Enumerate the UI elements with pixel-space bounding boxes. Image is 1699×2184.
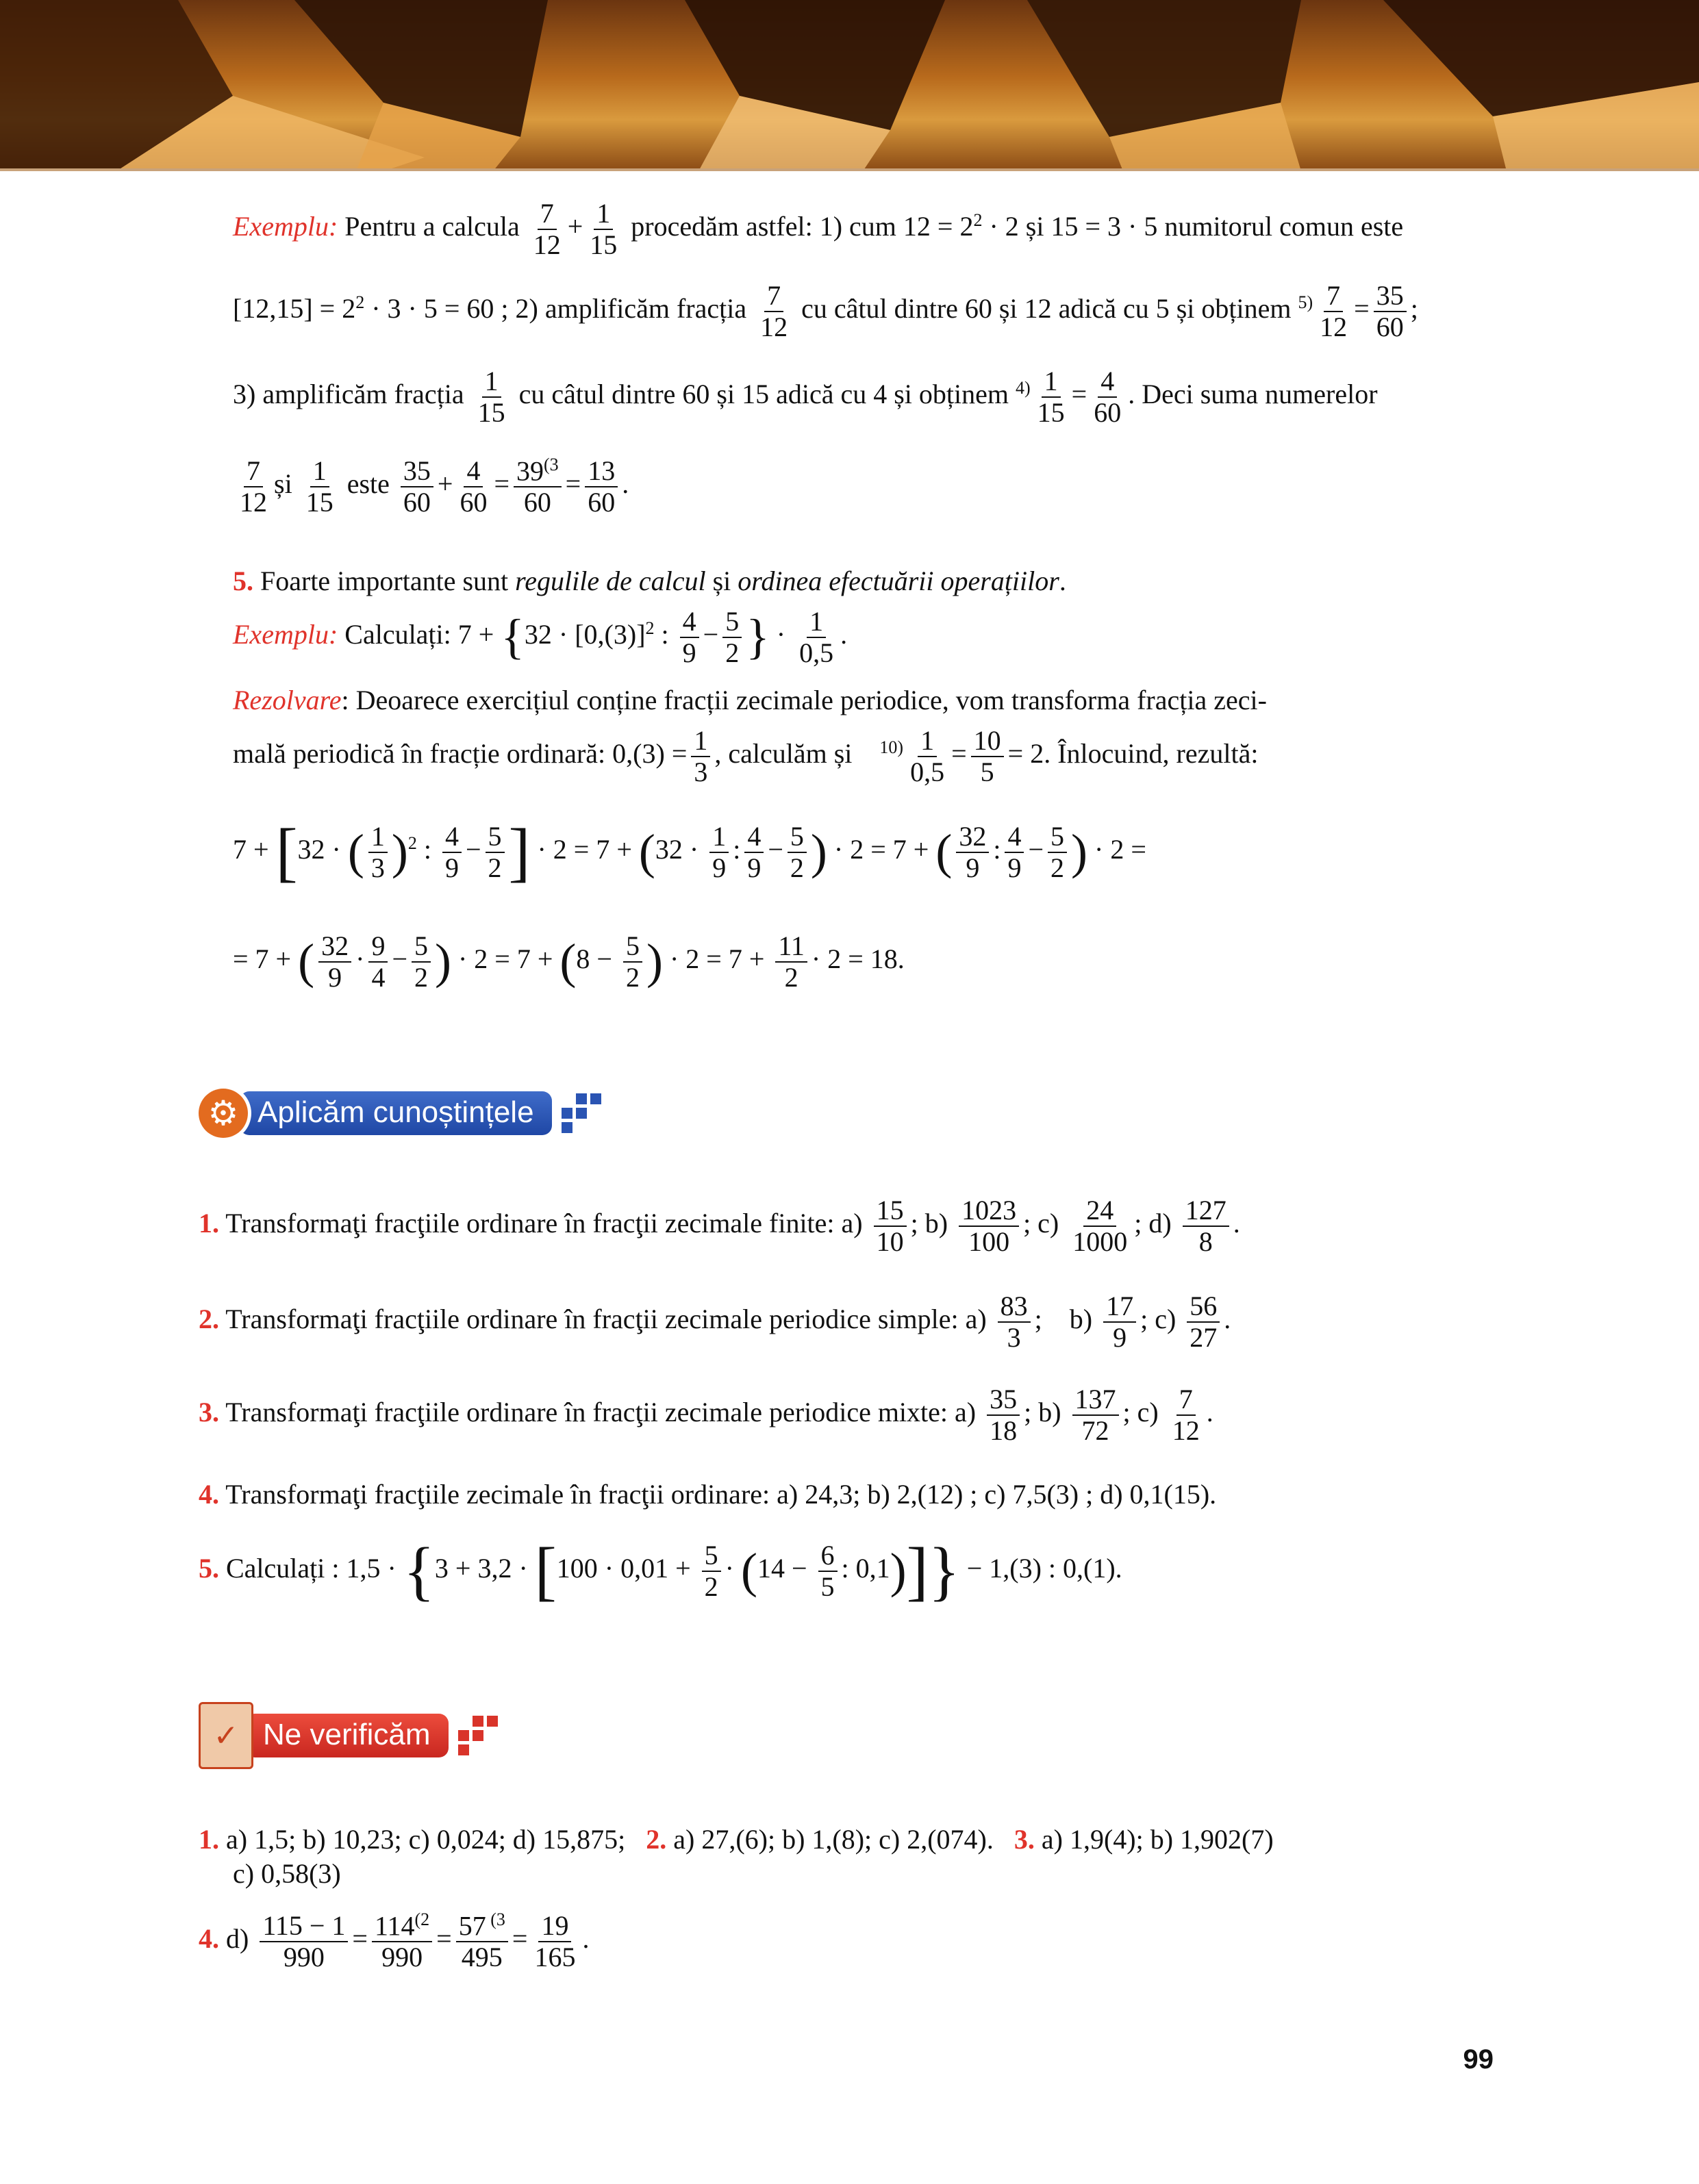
apply-item-4: 4. Transformaţi fracţiile zecimale în fracţii ordinare: a) 24,3; b) 2,(12) ; c) 7,5(3) ; d) 0,1(15).	[199, 1479, 1217, 1510]
rule5-calc-line2: = 7 + ( $\frac{32}{9}$ · $\frac{9}{4}$ − $\frac{5}{2}$ ) · 2 = 7 + (8 − $\frac{5}{2}$ ) · 2 = 7 + $\frac{11}{2}$ · 2 = 18.	[233, 930, 905, 993]
rule5-resolution-line2: mală periodică în fracție ordinară: 0,(3) = $\frac{1}{3}$ , calculăm și $^{10)}$ $\frac{1}{0,5}$ = $\frac{10}{5}$ = 2. Înlocuind, rezultă:	[233, 725, 1259, 787]
apply-item-2: 2. Transformaţi fracţiile ordinare în fracţii zecimale periodice simple: a) $\frac{83}{3}$ ; b) $\frac{17}{9}$ ; c) $\frac{56}{27}$ .	[199, 1291, 1231, 1353]
apply-item-3: 3. Transformaţi fracţiile ordinare în fracţii zecimale periodice mixte: a) $\frac{35}{18}$ ; b) $\frac{137}{72}$ ; c) $\frac{7}{12}$ .	[199, 1384, 1213, 1446]
check-answers-line2: c) 0,58(3)	[233, 1858, 341, 1889]
clipboard-icon: ✓	[199, 1702, 253, 1769]
rule5-line1: 5. Foarte importante sunt regulile de calcul și ordinea efectuării operațiilor.	[233, 566, 1066, 596]
example1-line1: Exemplu: Pentru a calcula $\frac{7}{12}$ + $\frac{1}{15}$ procedăm astfel: 1) cum $12 = 2^2 \cdot 2$ și 15 = 3 · 5 numitorul comun este	[233, 198, 1404, 260]
check-badge	[199, 1702, 498, 1769]
rule5-resolution-line1: Rezolvare: Deoarece exercițiul conține fracții zecimale periodice, vom transforma fracția zeci-	[233, 685, 1267, 715]
apply-item-5: 5. Calculați : 1,5 · {3 + 3,2 · [100 · 0,01 + $\frac{5}{2}$ · (14 − $\frac{6}{5}$ : 0,1)]} − 1,(3) : 0,(1).	[199, 1534, 1122, 1608]
apply-title: Aplicăm cunoștințele	[240, 1091, 552, 1135]
header-banner-image	[0, 0, 1699, 171]
rule5-example: Exemplu: Calculați: $7 + \{32 \cdot [0,(3)]^2$ : $\frac{4}{9}$ − $\frac{5}{2}$ } · $\frac{1}{0,5}$ .	[233, 606, 848, 668]
example1-line4: $\frac{7}{12}$ și $\frac{1}{15}$ este $\frac{35}{60}$ + $\frac{4}{60}$ = $\frac{39^{(3}}{60}$ = $\frac{13}{60}$ .	[240, 455, 629, 518]
banner-divider	[0, 168, 1699, 171]
apply-item-1: 1. Transformaţi fracţiile ordinare în fracţii zecimale finite: a) $\frac{15}{10}$ ; b) $\frac{1023}{100}$ ; c) $\frac{24}{1000}$ ; d) $\frac{127}{8}$ .	[199, 1195, 1240, 1257]
check-answers-line1: 1. a) 1,5; b) 10,23; c) 0,024; d) 15,875; 2. a) 27,(6); b) 1,(8); c) 2,(074). 3. a) 1,9(4); b) 1,902(7)	[199, 1824, 1274, 1855]
example1-line2: $[12,15] = 2^2 \cdot 3 \cdot 5 = 60$ ; 2) amplificăm fracția $\frac{7}{12}$ cu câtul dintre 60 și 12 adică cu 5 și obținem $^{5)}$ $\frac{7}{12}$ = $\frac{35}{60}$ ;	[233, 280, 1418, 342]
rule5-calc-line1: 7 + [32 · ( $\frac{1}{3}$ )$^2$ : $\frac{4}{9}$ − $\frac{5}{2}$ ] · 2 = 7 + (32 · $\frac{1}{9}$ : $\frac{4}{9}$ − $\frac{5}{2}$ ) · 2 = 7 + ( $\frac{32}{9}$ : $\frac{4}{9}$ − $\frac{5}{2}$ ) · 2 =	[233, 815, 1146, 889]
check-answers-line3: 4. d) $\frac{115 - 1}{990}$ = $\frac{114^{(2}}{990}$ = $\frac{57 ^{(3}}{495}$ = $\frac{19}{165}$ .	[199, 1909, 590, 1973]
gear-icon: ⚙	[199, 1089, 248, 1138]
example1-line3: 3) amplificăm fracția $\frac{1}{15}$ cu câtul dintre 60 și 15 adică cu 4 și obținem $^{4)}$ $\frac{1}{15}$ = $\frac{4}{60}$ . Deci suma numerelor	[233, 366, 1378, 428]
page-number: 99	[1463, 2044, 1494, 2074]
apply-badge	[199, 1089, 601, 1138]
grid-squares-icon	[562, 1093, 601, 1133]
grid-squares-icon	[458, 1716, 498, 1755]
check-title: Ne verificăm	[245, 1714, 449, 1757]
